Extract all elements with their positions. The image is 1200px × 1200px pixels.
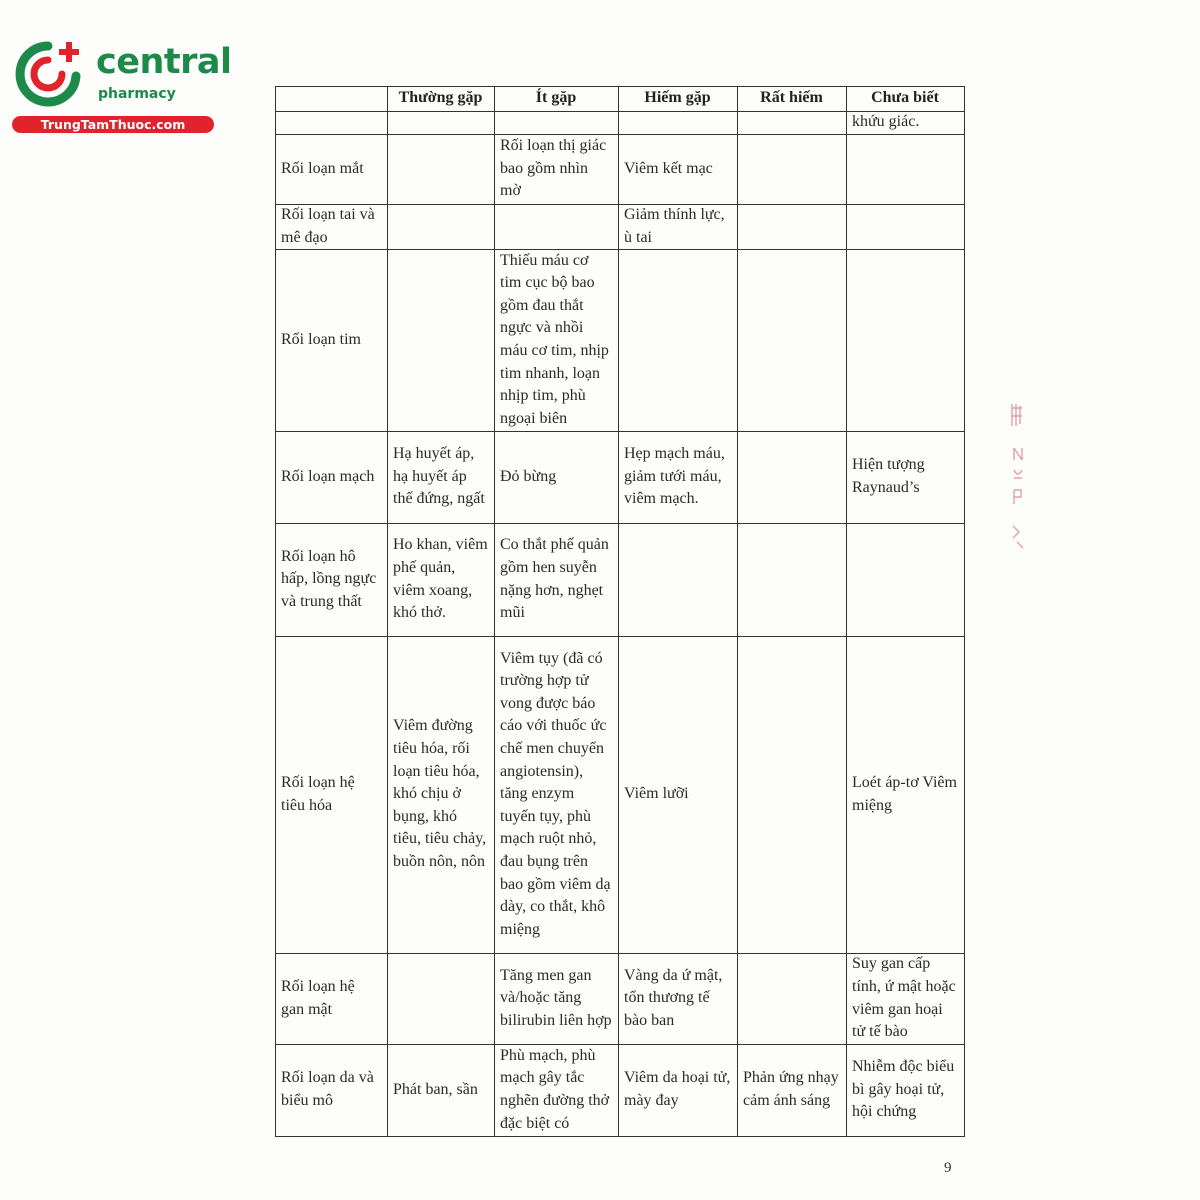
red-stamp-mark <box>1004 398 1030 558</box>
table-rule <box>275 1136 965 1137</box>
logo-subtitle: pharmacy <box>98 86 176 102</box>
cell-uncommon: Rối loạn thị giác bao gồm nhìn mờ <box>500 137 607 200</box>
cell-uncommon: Co thắt phế quản gồm hen suyễn nặng hơn, nghẹt mũi <box>500 536 609 622</box>
cell-unknown: Loét áp-tơ Viêm miệng <box>852 773 957 814</box>
cell-rare: Vàng da ứ mật, tổn thương tế bào ban <box>624 966 723 1029</box>
adverse-effects-table <box>275 86 965 1138</box>
cell-organ: Rối loạn tim <box>281 330 361 348</box>
cell-common: Ho khan, viêm phế quản, viêm xoang, khó thở. <box>393 536 488 622</box>
cell-rare: Viêm lưỡi <box>624 785 689 803</box>
cell-uncommon: Thiếu máu cơ tim cục bộ bao gồm đau thắt ngực và nhồi máu cơ tim, nhịp tim nhanh, loạn nhịp tim, phù ngoại biên <box>500 251 609 427</box>
cell-rare: Viêm da hoại tử, mày đay <box>624 1069 731 1109</box>
header-very-rare: Rất hiếm <box>760 89 823 106</box>
cell-organ: Rối loạn hệ tiêu hóa <box>281 773 355 814</box>
cell-rare: Giảm thính lực, ù tai <box>624 205 725 246</box>
logo-website-url: TrungTamThuoc.com <box>12 116 214 133</box>
cell-organ: Rối loạn mạch <box>281 467 375 485</box>
cell-unknown: Suy gan cấp tính, ứ mật hoặc viêm gan hoại tử tế bào <box>852 955 956 1041</box>
cell-organ: Rối loạn tai và mê đạo <box>281 205 375 246</box>
cell-unknown: khứu giác. <box>852 113 920 131</box>
header-rare: Hiếm gặp <box>644 89 711 106</box>
cell-uncommon: Phù mạch, phù mạch gây tắc nghẽn đường thở đặc biệt có <box>500 1046 610 1132</box>
table-rule <box>737 86 738 1137</box>
cell-common: Viêm đường tiêu hóa, rối loạn tiêu hóa, khó chịu ở bụng, khó tiêu, tiêu chảy, buồn nôn, nôn <box>393 717 487 870</box>
cell-organ: Rối loạn mắt <box>281 159 364 177</box>
page-number: 9 <box>944 1160 952 1176</box>
cell-unknown: Nhiễm độc biểu bì gây hoại tử, hội chứng <box>852 1058 955 1121</box>
cell-unknown: Hiện tượng Raynaud’s <box>852 456 925 496</box>
pharmacy-logo-icon <box>10 38 86 114</box>
cell-rare: Viêm kết mạc <box>624 159 713 177</box>
cell-common: Hạ huyết áp, hạ huyết áp thế đứng, ngất <box>393 445 485 508</box>
header-uncommon: Ít gặp <box>535 89 577 106</box>
cell-uncommon: Viêm tụy (đã có trường hợp tử vong được báo cáo với thuốc ức chế men chuyển angiotensin), tăng enzym tuyến tụy, phù mạch ruột nhỏ, đau bụng trên bao gồm viêm dạ dày, co thắt, khô miệng <box>500 649 611 938</box>
cell-organ: Rối loạn hệ gan mật <box>281 977 355 1018</box>
cell-common: Phát ban, sần <box>393 1080 478 1098</box>
cell-organ: Rối loạn da và biểu mô <box>281 1069 374 1109</box>
logo-brand-name: central <box>96 42 232 82</box>
central-pharmacy-logo <box>8 36 232 136</box>
cell-rare: Hẹp mạch máu, giảm tưới máu, viêm mạch. <box>624 445 725 508</box>
header-common: Thường gặp <box>398 89 483 106</box>
cell-uncommon: Đỏ bừng <box>500 467 557 485</box>
header-unknown: Chưa biết <box>871 89 939 106</box>
table-rule <box>964 86 965 1137</box>
cell-organ: Rối loạn hô hấp, lồng ngực và trung thất <box>281 547 377 610</box>
cell-very-rare: Phản ứng nhạy cảm ánh sáng <box>743 1069 839 1109</box>
cell-uncommon: Tăng men gan và/hoặc tăng bilirubin liên hợp <box>500 966 612 1029</box>
